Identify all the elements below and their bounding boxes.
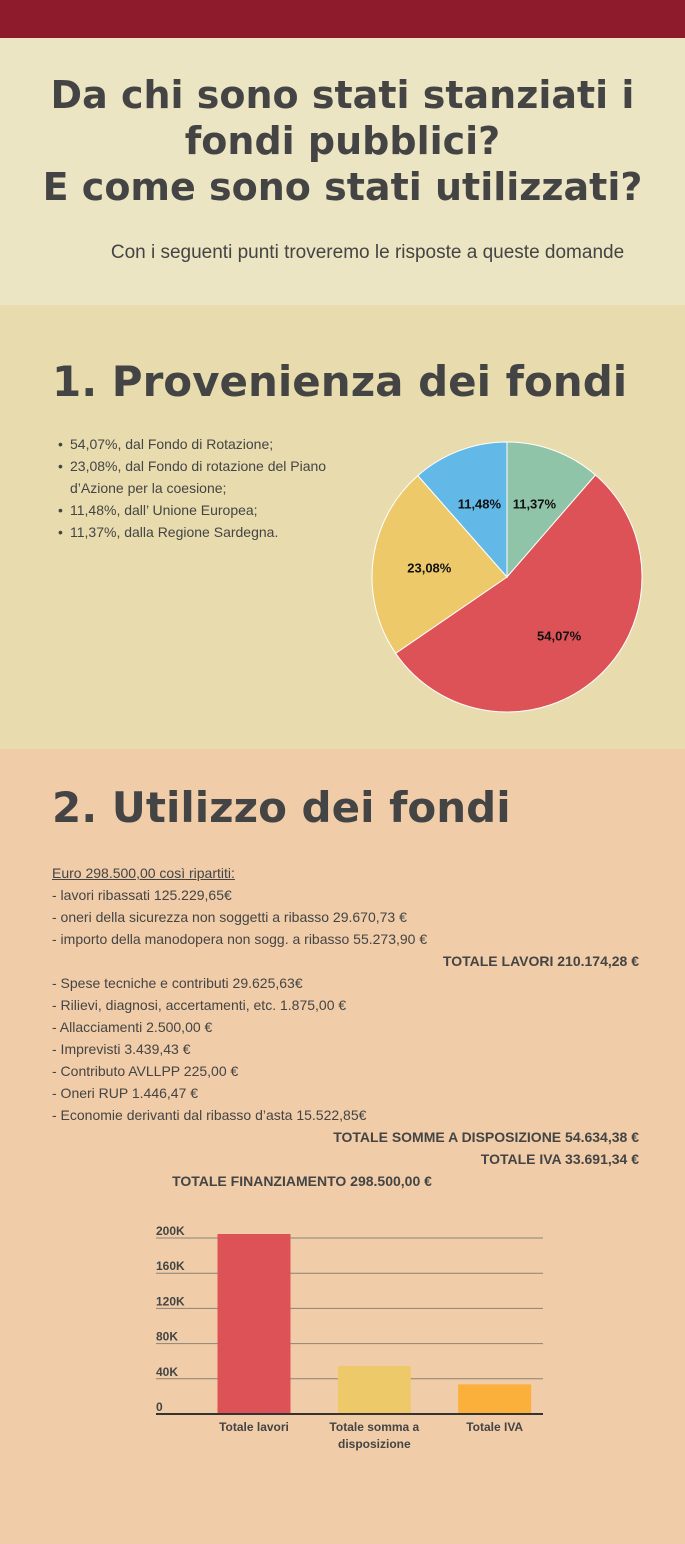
- source-item: • 23,08%, dal Fondo di rotazione del Piano d’Azione per la coesione;: [58, 455, 348, 499]
- bar-0: [218, 1234, 291, 1414]
- bar-category-label: Totale lavori: [219, 1420, 289, 1434]
- section-provenienza: [0, 305, 685, 749]
- page-title: [0, 72, 685, 210]
- pie-chart: [360, 430, 660, 730]
- bar-1: [338, 1366, 411, 1414]
- usage-line: - Spese tecniche e contributi 29.625,63€: [52, 975, 303, 991]
- sources-list: [58, 433, 348, 543]
- pie-label-0: 11,37%: [512, 496, 557, 512]
- title-line-1: Da chi sono stati stanziati i: [50, 73, 635, 117]
- total-lavori: TOTALE LAVORI 210.174,28 €: [442, 953, 639, 969]
- source-item: • 11,37%, dalla Regione Sardegna.: [58, 521, 348, 543]
- usage-line: - Contributo AVLLPP 225,00 €: [52, 1063, 239, 1079]
- pie-label-2: 23,08%: [407, 560, 452, 576]
- title-line-3: E come sono stati utilizzati?: [42, 165, 643, 209]
- usage-line: - lavori ribassati 125.229,65€: [52, 887, 232, 903]
- usage-line: - Rilievi, diagnosi, accertamenti, etc. 1.875,00 €: [52, 997, 347, 1013]
- source-item: • 54,07%, dal Fondo di Rotazione;: [58, 433, 348, 455]
- bar-ytick-label: 80K: [156, 1329, 179, 1344]
- bar-ytick-label: 0: [156, 1400, 163, 1414]
- bar-chart: [150, 1224, 560, 1474]
- title-line-2: fondi pubblici?: [184, 119, 501, 163]
- usage-breakdown: [52, 862, 639, 1192]
- usage-line: - Imprevisti 3.439,43 €: [52, 1041, 191, 1057]
- bar-ytick-label: 120K: [156, 1294, 185, 1309]
- bar-ytick-label: 160K: [156, 1259, 185, 1274]
- bar-category-label: Totale IVA: [466, 1420, 524, 1434]
- bar-category-label: disposizione: [337, 1437, 411, 1451]
- top-bar: [0, 0, 685, 38]
- usage-line: - Oneri RUP 1.446,47 €: [52, 1085, 199, 1101]
- usage-line: - importo della manodopera non sogg. a ribasso 55.273,90 €: [52, 931, 428, 947]
- bar-2: [458, 1384, 531, 1414]
- usage-line: - Allacciamenti 2.500,00 €: [52, 1019, 213, 1035]
- bar-ytick-label: 40K: [156, 1364, 179, 1379]
- usage-line: - Economie derivanti dal ribasso d’asta 15.522,85€: [52, 1107, 367, 1123]
- section1-title: 1. Provenienza dei fondi: [52, 357, 628, 406]
- total-iva: TOTALE IVA 33.691,34 €: [480, 1151, 639, 1167]
- pie-label-1: 54,07%: [537, 628, 582, 644]
- page-subtitle: Con i seguenti punti troveremo le risposte a queste domande: [110, 242, 625, 263]
- total-somme: TOTALE SOMME A DISPOSIZIONE 54.634,38 €: [333, 1129, 639, 1145]
- hero-section: [0, 38, 685, 305]
- usage-intro: Euro 298.500,00 così ripartiti:: [52, 865, 235, 881]
- total-finanziamento: TOTALE FINANZIAMENTO 298.500,00 €: [172, 1173, 432, 1189]
- source-item: • 11,48%, dall’ Unione Europea;: [58, 499, 348, 521]
- section2-title: 2. Utilizzo dei fondi: [52, 783, 511, 832]
- bar-ytick-label: 200K: [156, 1224, 185, 1238]
- bar-category-label: Totale somma a: [329, 1420, 420, 1434]
- pie-label-3: 11,48%: [457, 496, 502, 512]
- section-utilizzo: [0, 749, 685, 1544]
- usage-line: - oneri della sicurezza non soggetti a ribasso 29.670,73 €: [52, 909, 407, 925]
